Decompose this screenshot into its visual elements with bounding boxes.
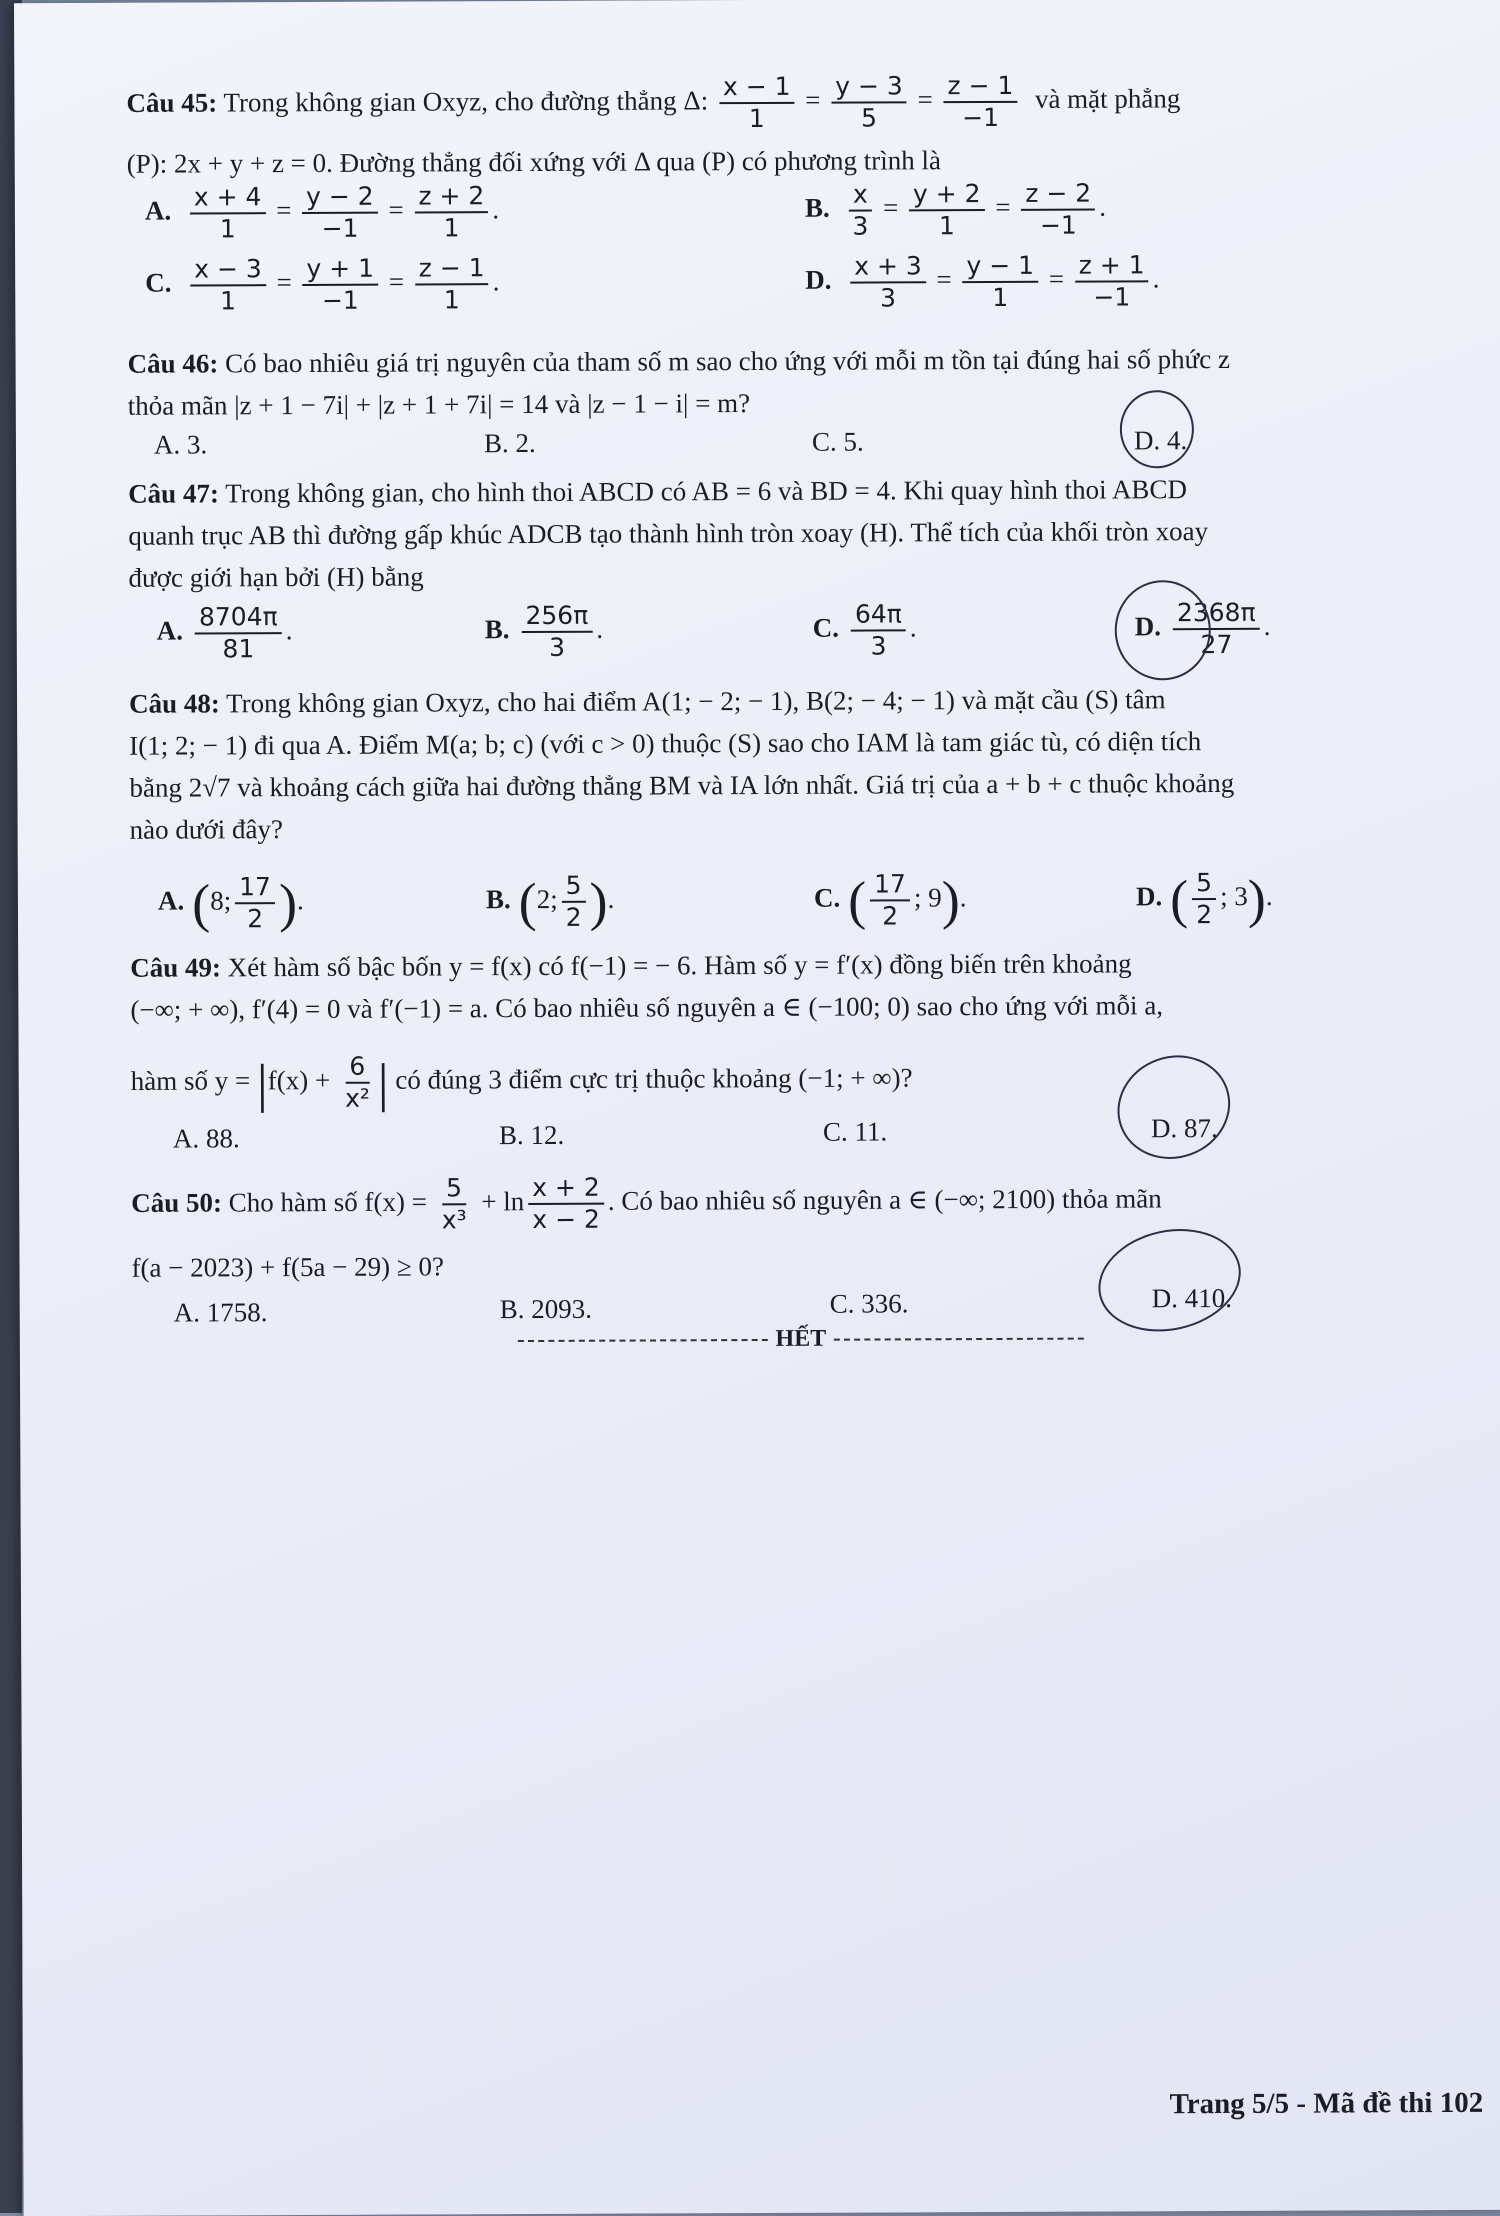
- q50-option-a: A. 1758.: [173, 1297, 268, 1328]
- question-49-line3: hàm số y = |f(x) + $\frac{6}{\text{x²}}$ | có đúng 3 điểm cực trị thuộc khoảng (−1; + ∞)?: [130, 1051, 913, 1114]
- q47-option-b: B. $\frac{256\pi}{3}$ .: [484, 600, 604, 662]
- question-45-line2: (P): 2x + y + z = 0. Đường thẳng đối xứng với Δ qua (P) có phương trình là: [126, 145, 941, 179]
- q50-option-b: B. 2093.: [499, 1293, 593, 1325]
- question-49: Câu 49: Xét hàm số bậc bốn y = f(x) có f(−1) = − 6. Hàm số y = f′(x) đồng biến trên khoảng (−∞; + ∞), f′(4) = 0 và f′(−1) = a. Có bao nhiêu số nguyên a ∈ (−100; 0) sao cho ứng với mỗi a,: [130, 948, 1164, 1025]
- question-45: Câu 45: Trong không gian Oxyz, cho đường thẳng Δ: $\frac{x - 1}{1}$ = $\frac{y - 3}{5}$ = $\frac{z - 1}{-1}$ và mặt phẳng: [126, 70, 1181, 134]
- q50-option-c: C. 336.: [829, 1288, 909, 1319]
- exam-page: [14, 0, 1500, 2216]
- q46-option-d: D. 4.: [1133, 425, 1188, 456]
- q49-option-c: C. 11.: [822, 1116, 888, 1147]
- question-50: Câu 50: Cho hàm số f(x) = $\frac{5}{\text{x³}}$ + ln $\frac{x + 2}{x - 2}$ . Có bao nhiêu số nguyên a ∈ (−∞; 2100) thỏa mãn: [131, 1172, 1162, 1235]
- q45-option-b: B. $\frac{x}{3}$ = $\frac{y + 2}{1}$ = $\frac{z - 2}{-1}$ .: [804, 178, 1107, 241]
- question-46: Câu 46: Có bao nhiêu giá trị nguyên của tham số m sao cho ứng với mỗi m tồn tại đúng hai số phức z thỏa mãn |z + 1 − 7i| + |z + 1 + 7i| = 14 và |z − 1 − i| = m?: [127, 343, 1231, 421]
- q45-option-c: C. $\frac{x - 3}{1}$ = $\frac{y + 1}{-1}$ = $\frac{z - 1}{1}$ .: [145, 253, 500, 316]
- q48-option-b: B. (2; $\frac{5}{2}$ ).: [485, 870, 615, 933]
- q50-option-d: D. 410.: [1151, 1282, 1232, 1314]
- answer-circle-q46: [1120, 390, 1194, 468]
- end-marker: HẾT: [506, 1325, 1096, 1355]
- question-50-line2: f(a − 2023) + f(5a − 29) ≥ 0?: [131, 1251, 444, 1283]
- q48-option-d: D. ( $\frac{5}{2}$ ; 3).: [1135, 868, 1273, 930]
- page-footer: Trang 5/5 - Mã đề thi 102: [1169, 2086, 1484, 2121]
- q45-option-d: D. $\frac{x + 3}{3}$ = $\frac{y - 1}{1}$ = $\frac{z + 1}{-1}$ .: [805, 250, 1160, 313]
- q49-option-b: B. 12.: [498, 1119, 565, 1151]
- q45-option-a: A. $\frac{x + 4}{1}$ = $\frac{y - 2}{-1}$ = $\frac{z + 2}{1}$ .: [144, 181, 500, 244]
- q49-option-d: D. 87.: [1150, 1113, 1218, 1144]
- q48-option-c: C. ( $\frac{17}{2}$ ; 9).: [813, 869, 967, 931]
- q47-option-a: A. $\frac{8704\pi}{81}$ .: [156, 602, 293, 664]
- q46-option-c: C. 5.: [811, 426, 864, 457]
- question-47: Câu 47: Trong không gian, cho hình thoi ABCD có AB = 6 và BD = 4. Khi quay hình thoi ABCD quanh trục AB thì đường gấp khúc ADCB tạo thành hình tròn xoay (H). Thể tích của khối tròn xoay được giới hạn bởi (H) bằng: [128, 474, 1209, 593]
- q48-option-a: A. (8; $\frac{17}{2}$ ).: [157, 872, 304, 934]
- q46-option-b: B. 2.: [483, 427, 536, 459]
- q47-option-d: D. $\frac{2368\pi}{27}$ .: [1134, 597, 1271, 660]
- q46-option-a: A. 3.: [153, 429, 208, 460]
- answer-circle-q50: [1089, 1216, 1251, 1344]
- q47-option-c: C. $\frac{64\pi}{3}$ .: [812, 599, 917, 661]
- answer-circle-q47: [1115, 580, 1211, 680]
- question-48: Câu 48: Trong không gian Oxyz, cho hai điểm A(1; − 2; − 1), B(2; − 4; − 1) và mặt cầu (S) tâm I(1; 2; − 1) đi qua A. Điểm M(a; b; c) (với c > 0) thuộc (S) sao cho IAM là tam giác tù, có diện tích bằng 2√7 và khoảng cách giữa hai đường thẳng BM và IA lớn nhất. Giá trị của a + b + c thuộc khoảng nào dưới đây?: [128, 684, 1235, 845]
- q49-option-a: A. 88.: [172, 1123, 240, 1154]
